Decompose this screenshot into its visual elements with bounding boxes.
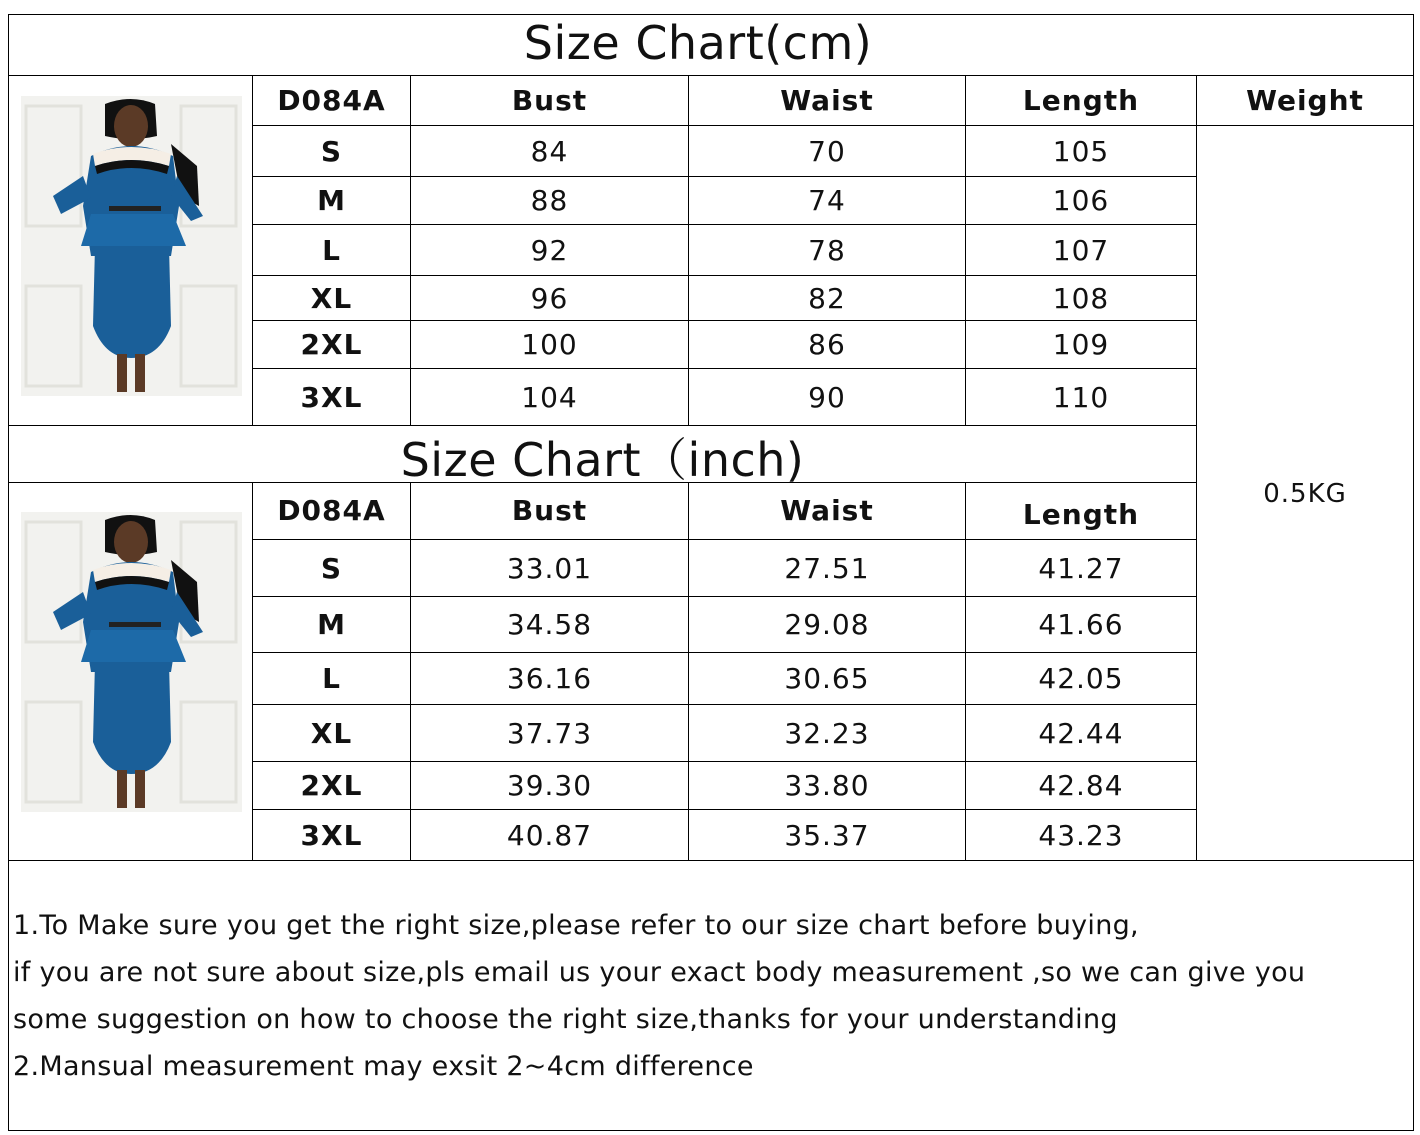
header-waist: Waist bbox=[780, 84, 874, 117]
bust-value: 92 bbox=[530, 233, 569, 267]
length-value: 105 bbox=[1052, 134, 1110, 168]
waist-value: 74 bbox=[808, 184, 846, 217]
notes-section bbox=[13, 902, 1408, 1090]
length-value: 42.05 bbox=[1038, 662, 1124, 695]
bust-value: 96 bbox=[530, 281, 569, 315]
length-value: 42.84 bbox=[1038, 769, 1124, 802]
size-label: M bbox=[317, 608, 346, 641]
size-label: M bbox=[317, 184, 346, 217]
waist-value: 78 bbox=[808, 233, 846, 267]
frame-left bbox=[8, 14, 9, 1131]
size-label: L bbox=[322, 233, 341, 267]
waist-value: 70 bbox=[808, 134, 846, 168]
bust-value: 84 bbox=[530, 134, 569, 168]
size-label: S bbox=[320, 551, 343, 585]
bust-value: 36.16 bbox=[506, 662, 593, 695]
length-value: 108 bbox=[1052, 281, 1110, 315]
note-line: 1.To Make sure you get the right size,please refer to our size chart before buying, bbox=[13, 910, 1139, 941]
waist-value: 29.08 bbox=[784, 608, 870, 641]
bust-value: 39.30 bbox=[506, 769, 593, 802]
header-model: D084A bbox=[277, 84, 386, 117]
frame-right bbox=[1413, 14, 1414, 1131]
length-value: 42.44 bbox=[1038, 716, 1124, 750]
size-label: 2XL bbox=[300, 769, 363, 802]
note-line: if you are not sure about size,pls email us your exact body measurement ,so we can give you bbox=[13, 957, 1306, 988]
waist-value: 90 bbox=[808, 380, 846, 414]
waist-value: 82 bbox=[808, 281, 846, 315]
weight-value: 0.5KG bbox=[1263, 478, 1347, 509]
length-value: 41.66 bbox=[1038, 608, 1124, 641]
note-line: 2.Mansual measurement may exsit 2~4cm difference bbox=[13, 1051, 754, 1082]
title-cm: Size Chart(cm) bbox=[523, 16, 873, 70]
length-value: 109 bbox=[1052, 328, 1110, 361]
product-photo bbox=[21, 512, 242, 812]
frame-table-bottom bbox=[8, 860, 1413, 861]
header-length: Length bbox=[1022, 497, 1140, 531]
bust-value: 37.73 bbox=[506, 716, 593, 750]
waist-value: 33.80 bbox=[784, 769, 870, 802]
length-value: 110 bbox=[1052, 380, 1110, 414]
bust-value: 104 bbox=[521, 380, 578, 414]
frame-bottom bbox=[8, 1130, 1413, 1131]
header-bust: Bust bbox=[511, 84, 588, 117]
product-photo bbox=[21, 96, 242, 396]
size-label: S bbox=[320, 134, 343, 168]
note-line: some suggestion on how to choose the right size,thanks for your understanding bbox=[13, 1004, 1118, 1035]
bust-value: 40.87 bbox=[506, 818, 593, 852]
size-label: XL bbox=[310, 281, 353, 315]
bust-value: 88 bbox=[530, 184, 569, 217]
header-model: D084A bbox=[277, 493, 386, 527]
length-value: 41.27 bbox=[1038, 551, 1124, 585]
header-weight: Weight bbox=[1246, 84, 1364, 117]
header-bust: Bust bbox=[511, 493, 588, 527]
title-inch: Size Chart（inch) bbox=[400, 433, 805, 487]
waist-value: 35.37 bbox=[784, 818, 870, 852]
frame-top bbox=[8, 14, 1413, 15]
size-label: 3XL bbox=[300, 818, 363, 852]
size-label: 2XL bbox=[300, 328, 363, 361]
waist-value: 32.23 bbox=[784, 716, 870, 750]
length-value: 106 bbox=[1052, 184, 1110, 217]
header-length: Length bbox=[1022, 84, 1140, 117]
size-label: 3XL bbox=[300, 380, 363, 414]
header-waist: Waist bbox=[780, 493, 874, 527]
length-value: 43.23 bbox=[1038, 818, 1124, 852]
size-label: XL bbox=[310, 716, 353, 750]
bust-value: 33.01 bbox=[506, 551, 593, 585]
length-value: 107 bbox=[1052, 233, 1110, 267]
waist-value: 86 bbox=[808, 328, 846, 361]
size-label: L bbox=[322, 662, 341, 695]
bust-value: 34.58 bbox=[506, 608, 593, 641]
bust-value: 100 bbox=[521, 328, 578, 361]
waist-value: 30.65 bbox=[784, 662, 870, 695]
waist-value: 27.51 bbox=[784, 551, 870, 585]
